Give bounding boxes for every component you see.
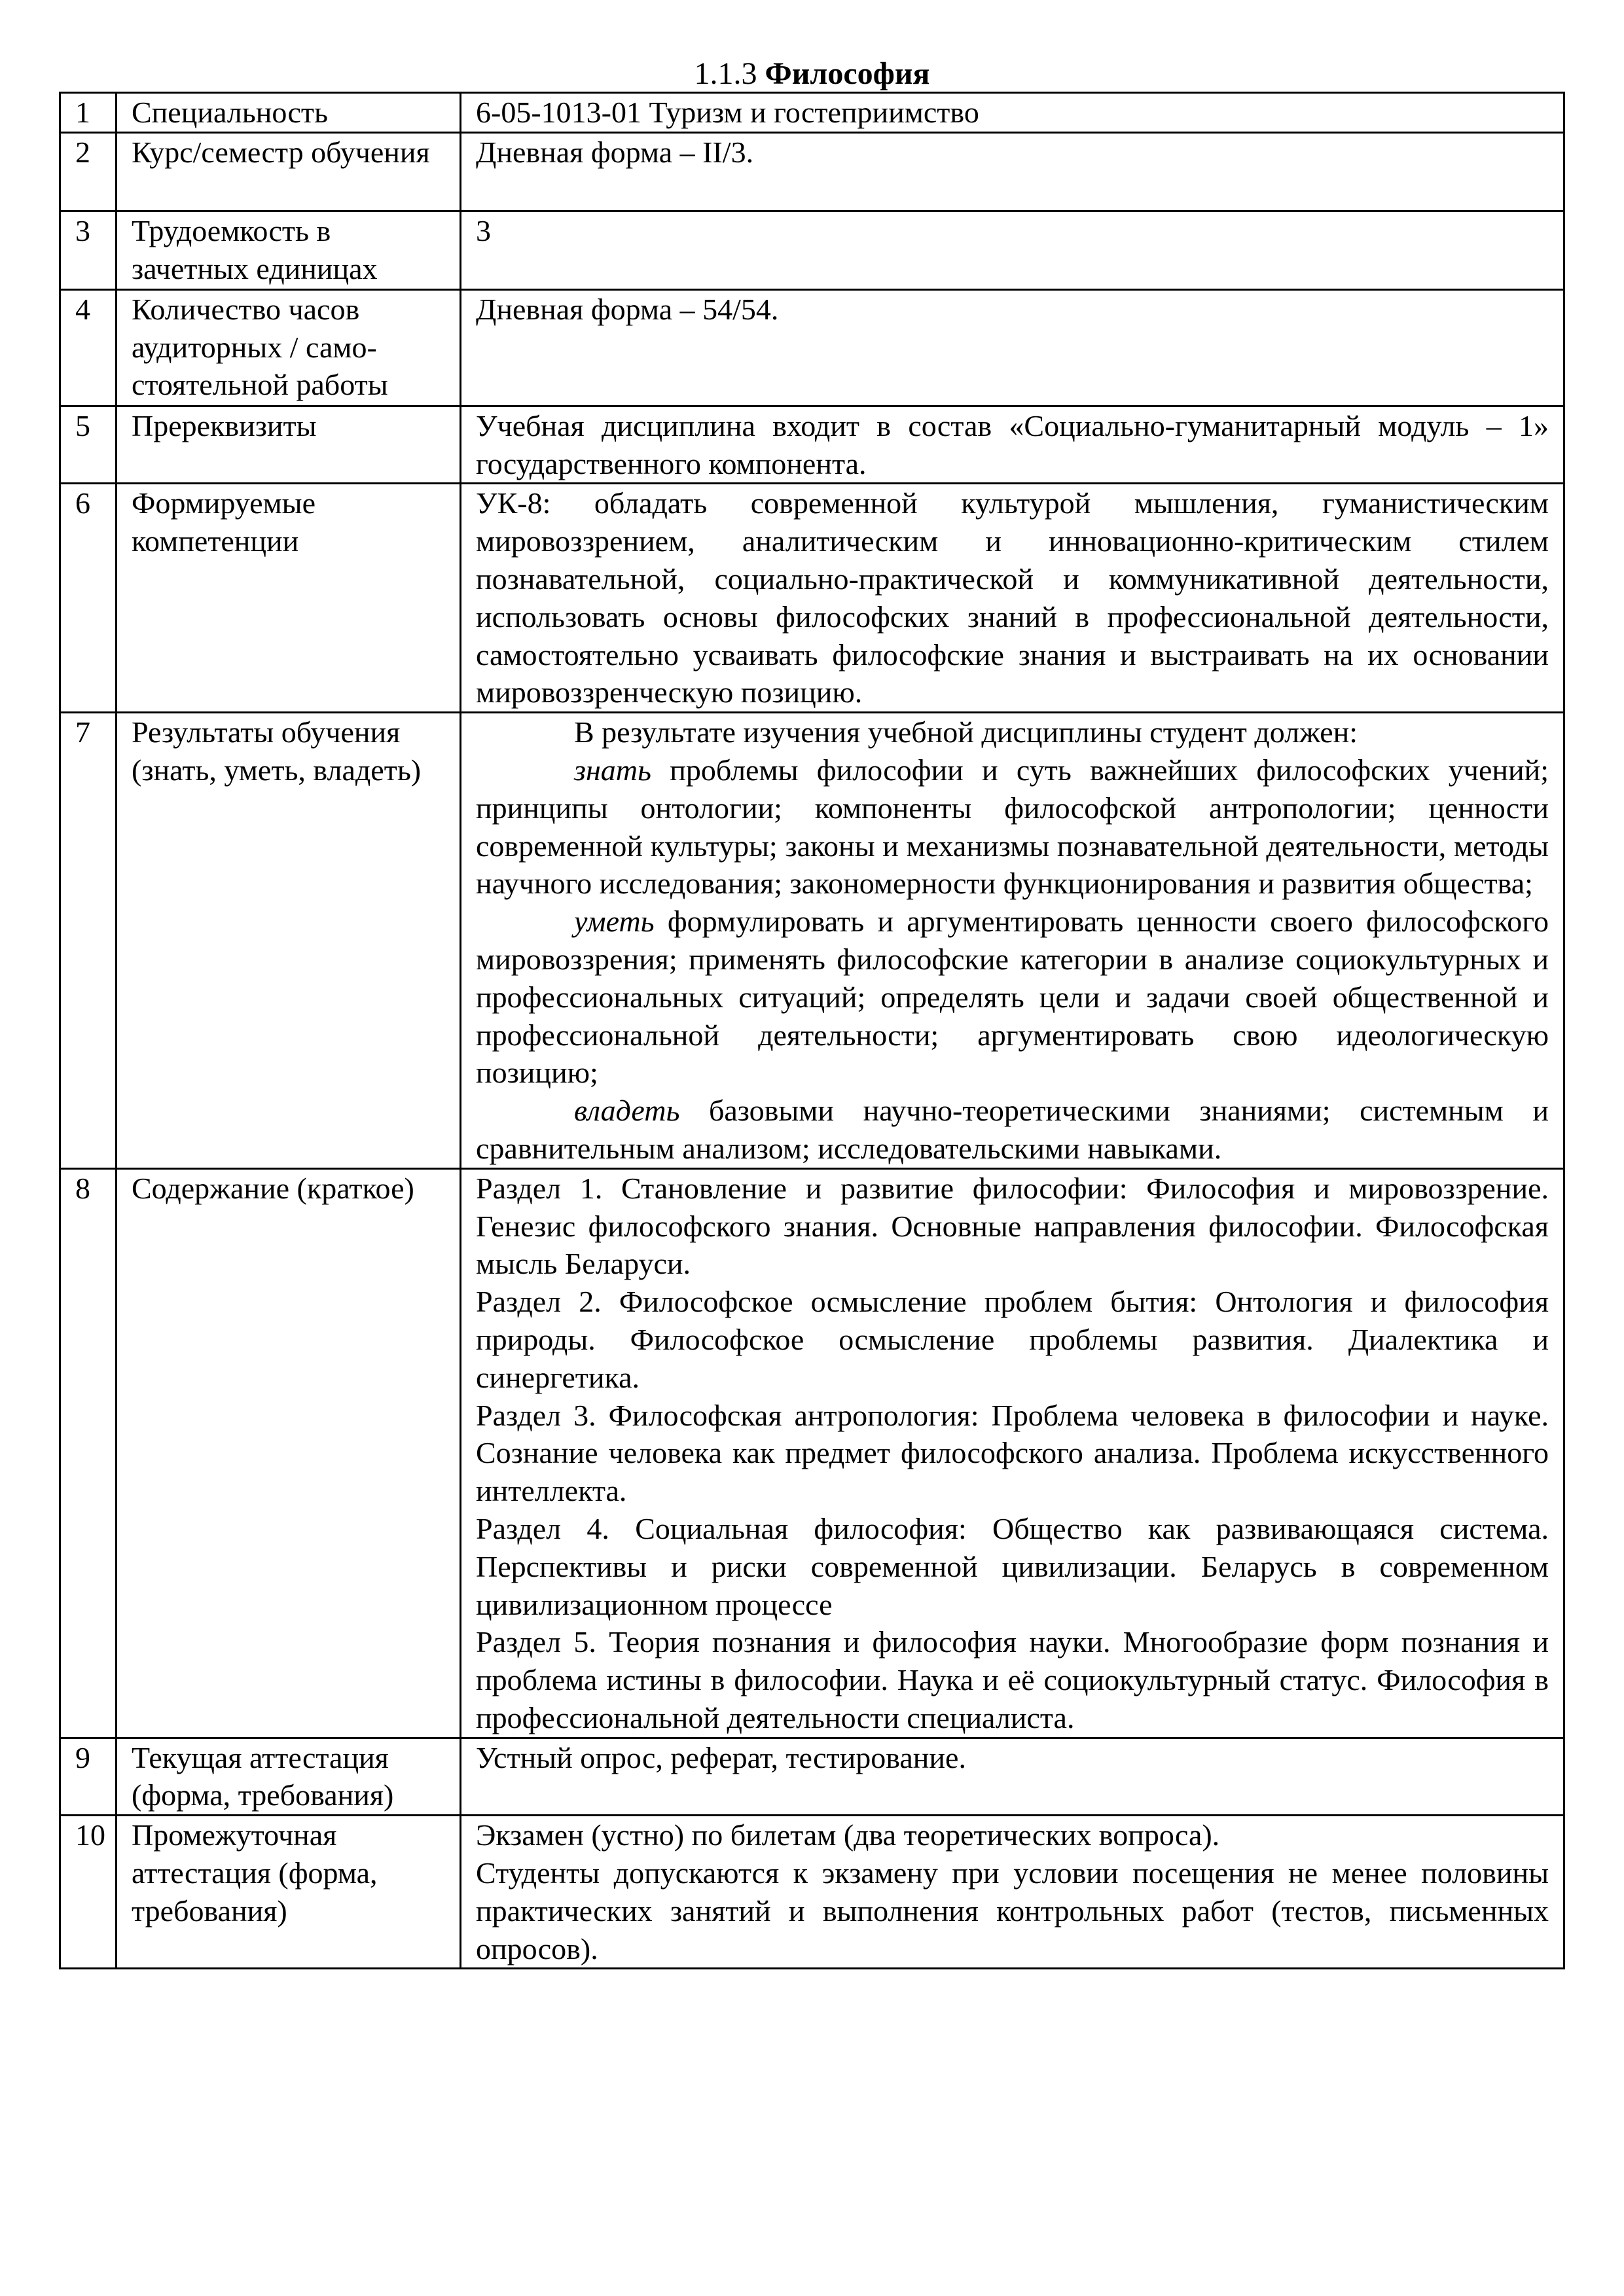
exam-format: Экзамен (устно) по билетам (два теоретических вопроса). bbox=[476, 1818, 1220, 1852]
table-row bbox=[60, 93, 1564, 133]
final-attestation bbox=[461, 1816, 1564, 1969]
row-label: Пререквизиты bbox=[117, 406, 461, 484]
outcomes-intro: В результате изучения учебной дисциплины студент должен: bbox=[574, 715, 1358, 749]
content-section bbox=[476, 1397, 1549, 1510]
table-row bbox=[60, 406, 1564, 484]
row-number: 10 bbox=[60, 1816, 117, 1969]
outcome-text: проблемы философии и суть важнейших философских учений; принципы онтологии; компоненты философской антропологии; ценности современной культуры; законы и механизмы познавательной деятельности, методы научного исследования; закономерности функционирования и развития общества; bbox=[476, 753, 1549, 901]
section-title: Раздел 3. bbox=[476, 1398, 596, 1432]
row-value: 3 bbox=[461, 211, 1564, 289]
row-value: Дневная форма – II/3. bbox=[461, 132, 1564, 211]
table-row bbox=[60, 132, 1564, 211]
section-title: Раздел 2. bbox=[476, 1285, 602, 1319]
content-section bbox=[476, 1170, 1549, 1283]
table-row bbox=[60, 484, 1564, 713]
section-title: Раздел 5. bbox=[476, 1625, 596, 1659]
row-label: Формируемые компетенции bbox=[117, 484, 461, 713]
table-row bbox=[60, 713, 1564, 1169]
row-label: Количество часов аудиторных / само-стоятельной работы bbox=[117, 289, 461, 406]
row-label: Курс/семестр обучения bbox=[117, 132, 461, 211]
row-value: Учебная дисциплина входит в состав «Социально-гуманитарный модуль – 1» государственного компонента. bbox=[461, 406, 1564, 484]
row-label: Трудоемкость в зачетных единицах bbox=[117, 211, 461, 289]
section-text: Теория познания и философия науки. Многообразие форм познания и проблема истины в философии. Наука и её социокультурный статус. Философия в профессиональной деятельности специалиста. bbox=[476, 1625, 1549, 1734]
row-value: Устный опрос, реферат, тестирование. bbox=[461, 1738, 1564, 1816]
outcome-master bbox=[476, 1092, 1549, 1168]
row-number: 5 bbox=[60, 406, 117, 484]
row-number: 6 bbox=[60, 484, 117, 713]
heading-title: Философия bbox=[765, 56, 930, 91]
row-number: 9 bbox=[60, 1738, 117, 1816]
section-text: Философская антропология: Проблема человека в философии и науке. Сознание человека как предмет философского анализа. Проблема искусственного интеллекта. bbox=[476, 1398, 1549, 1508]
outcome-able bbox=[476, 903, 1549, 1092]
row-label: Текущая аттестация (форма, требования) bbox=[117, 1738, 461, 1816]
table-row bbox=[60, 1816, 1564, 1969]
table-row bbox=[60, 289, 1564, 406]
table-row bbox=[60, 1738, 1564, 1816]
row-value: УК-8: обладать современной культурой мышления, гуманистическим мировоззрением, аналитическим и инновационно-критическим стилем познавательной, социально-практической и коммуникативной деятельности, использовать основы философских знаний в профессиональной деятельности, самостоятельно усваивать философские знания и выстраивать на их основании мировоззренческую позицию. bbox=[461, 484, 1564, 713]
outcome-text: базовыми научно-теоретическими знаниями; системным и сравнительным анализом; исследовательскими навыками. bbox=[476, 1094, 1549, 1165]
section-title: Раздел 4. bbox=[476, 1511, 609, 1545]
learning-outcomes bbox=[461, 713, 1564, 1169]
row-label: Специальность bbox=[117, 93, 461, 133]
row-value: Дневная форма – 54/54. bbox=[461, 289, 1564, 406]
content-section bbox=[476, 1283, 1549, 1396]
outcome-know bbox=[476, 751, 1549, 903]
row-label: Содержание (краткое) bbox=[117, 1168, 461, 1738]
row-number: 8 bbox=[60, 1168, 117, 1738]
table-row bbox=[60, 1168, 1564, 1738]
discipline-table bbox=[59, 92, 1565, 1969]
outcome-term: уметь bbox=[574, 905, 655, 939]
section-text: Становление и развитие философии: Философия и мировоззрение. Генезис философского знания. Основные направления философии. Философская мысль Беларуси. bbox=[476, 1171, 1549, 1281]
exam-admission: Студенты допускаются к экзамену при условии посещения не менее половины практических занятий и выполнения контрольных работ (тестов, письменных опросов). bbox=[476, 1856, 1549, 1965]
outcome-term: знать bbox=[574, 753, 651, 787]
row-number: 3 bbox=[60, 211, 117, 289]
content-sections bbox=[461, 1168, 1564, 1738]
row-label: Промежуточная аттестация (форма, требования) bbox=[117, 1816, 461, 1969]
outcome-term: владеть bbox=[574, 1094, 680, 1128]
section-text: Философское осмысление проблем бытия: Онтология и философия природы. Философское осмысление проблемы развития. Диалектика и синергетика. bbox=[476, 1285, 1549, 1394]
row-number: 2 bbox=[60, 132, 117, 211]
content-section bbox=[476, 1623, 1549, 1736]
table-row bbox=[60, 211, 1564, 289]
section-title: Раздел 1. bbox=[476, 1171, 603, 1205]
heading-number: 1.1.3 bbox=[694, 56, 757, 91]
row-value: 6-05-1013-01 Туризм и гостеприимство bbox=[461, 93, 1564, 133]
row-label: Результаты обучения (знать, уметь, владеть) bbox=[117, 713, 461, 1169]
row-number: 7 bbox=[60, 713, 117, 1169]
content-section bbox=[476, 1510, 1549, 1623]
row-number: 1 bbox=[60, 93, 117, 133]
page-title bbox=[0, 55, 1624, 93]
section-text: Социальная философия: Общество как развивающаяся система. Перспективы и риски современной цивилизации. Беларусь в современном цивилизационном процессе bbox=[476, 1511, 1549, 1621]
row-number: 4 bbox=[60, 289, 117, 406]
outcome-text: формулировать и аргументировать ценности своего философского мировоззрения; применять философские категории в анализе социокультурных и профессиональных ситуаций; определять цели и задачи своей общественной и профессиональной деятельности; аргументировать свою идеологическую позицию; bbox=[476, 905, 1549, 1090]
